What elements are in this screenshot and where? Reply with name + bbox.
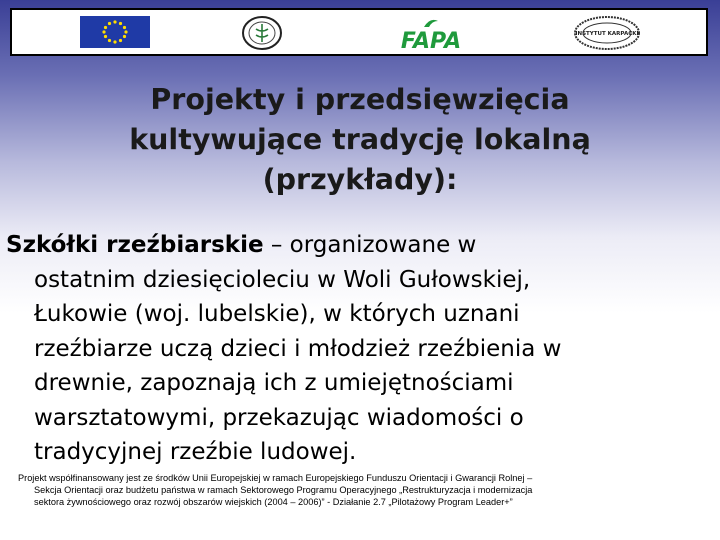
body-line-4: rzeźbiarze uczą dzieci i młodzież rzeźbienia w	[34, 335, 562, 362]
instytut-karpacki-seal	[572, 15, 642, 49]
body-line-1	[6, 228, 711, 263]
logo-bar	[10, 8, 708, 56]
footnote-line-3: sektora żywnościowego oraz rozwój obszarów wiejskich (2004 – 2006)” - Działanie 2.7 „Pilotażowy Program Leader+”	[34, 497, 513, 507]
slide-title	[0, 80, 720, 200]
ministry-seal-logo	[240, 15, 284, 49]
body-line-5: drewnie, zapoznają ich z umiejętnościami	[34, 370, 514, 396]
eu-flag-logo	[80, 16, 150, 48]
footnote	[18, 472, 708, 508]
fapa-logo-text: FAPA	[400, 29, 462, 51]
slide-body	[6, 228, 711, 470]
body-line-1-rest: – organizowane w	[263, 232, 477, 258]
body-line-7: tradycyjnej rzeźbie ludowej.	[34, 439, 357, 465]
body-lead: Szkółki rzeźbiarskie	[6, 232, 264, 258]
body-line-6: warsztatowymi, przekazując wiadomości o	[34, 404, 524, 431]
title-line-3: (przykłady):	[262, 163, 458, 196]
body-line-2: ostatnim dziesięcioleciu w Woli Gułowskiej,	[34, 266, 531, 293]
fapa-logo	[384, 15, 478, 49]
seal-text: INSTYTUT KARPACKI	[575, 31, 639, 37]
title-line-1: Projekty i przedsięwzięcia	[150, 83, 570, 116]
footnote-line-2: Sekcja Orientacji oraz budżetu państwa w ramach Sektorowego Programu Operacyjnego „Restrukturyzacja i modernizacja	[34, 485, 533, 495]
footnote-line-1: Projekt współfinansowany jest ze środków Unii Europejskiej w ramach Europejskiego Funduszu Orientacji i Gwarancji Rolnej –	[18, 473, 533, 483]
title-line-2: kultywujące tradycję lokalną	[129, 123, 591, 156]
body-line-3: Łukowie (woj. lubelskie), w których uznani	[34, 301, 520, 327]
